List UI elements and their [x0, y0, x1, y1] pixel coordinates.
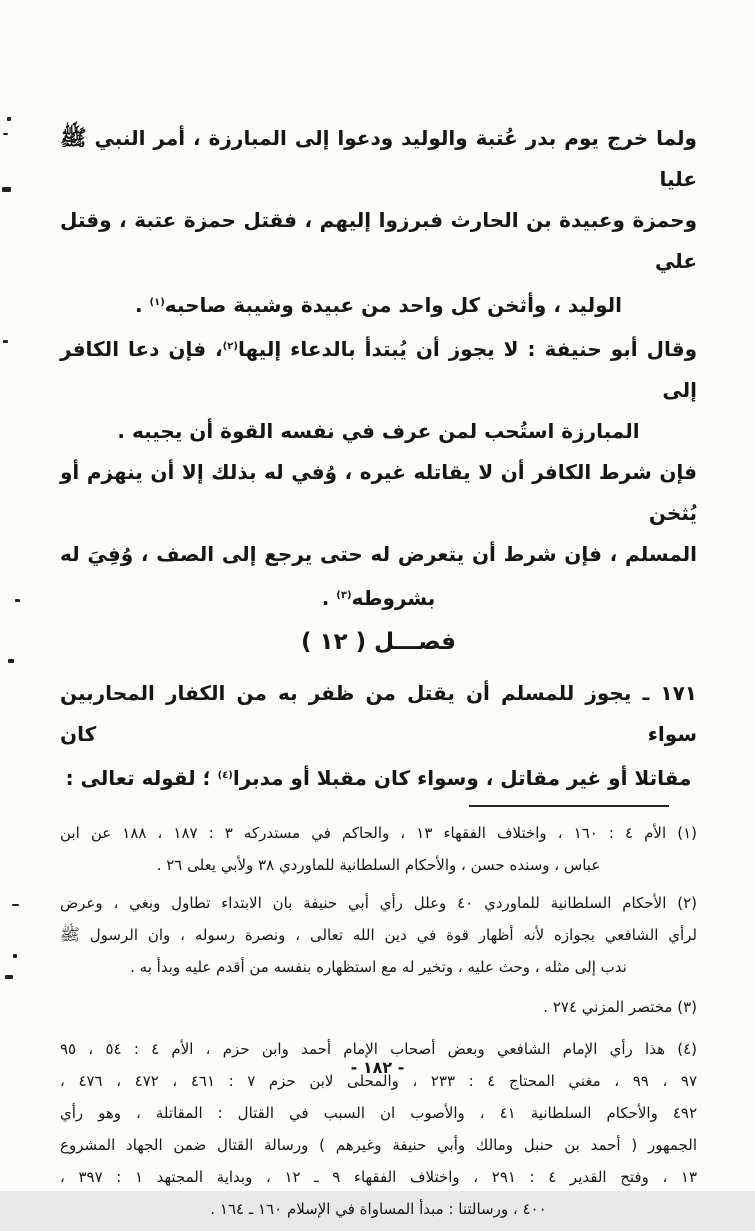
- text-run: المبارزة استُحب لمن عرف في نفسه القوة أن يجيبه .: [117, 419, 640, 443]
- text-run: المسلم ، فإن شرط أن يتعرض له حتى يرجع إلى الصف ، وُفِيَ له: [60, 542, 697, 566]
- text-line: [60, 411, 697, 452]
- paragraph: [60, 118, 697, 326]
- text-run: (٣) مختصر المزني ٢٧٤ .: [543, 998, 697, 1016]
- text-line: [60, 817, 697, 849]
- footnotes: [60, 817, 697, 1225]
- scan-speck: [5, 975, 13, 979]
- text-line: [60, 200, 697, 282]
- footnote-marker: (٢): [222, 341, 238, 352]
- text-line: [60, 1097, 697, 1129]
- scan-speck: [15, 599, 20, 602]
- text-run: بشروطه: [351, 586, 436, 610]
- footnote-marker: (٣): [336, 590, 352, 601]
- text-line: [60, 991, 697, 1023]
- scan-speck: [12, 904, 19, 906]
- scan-speck: [7, 117, 11, 121]
- text-run: ؛ لقوله تعالى :: [65, 766, 218, 790]
- text-line: [60, 919, 697, 951]
- footnote-divider: [469, 805, 669, 807]
- text-run: الوليد ، وأثخن كل واحد من عبيدة وشيبة صاحبه: [164, 293, 623, 317]
- page-number: - ١٨٢ -: [350, 1058, 405, 1077]
- text-line: [60, 534, 697, 575]
- text-run: ٤٩٢ والأحكام السلطانية ٤١ ، والأصوب ان السبب في القتال : المقاتلة ، وهو رأي: [60, 1104, 697, 1122]
- text-line: [60, 673, 697, 755]
- text-line: [60, 118, 697, 200]
- text-line: [60, 1193, 697, 1225]
- text-line: [60, 755, 697, 799]
- footnote-marker: (١): [149, 297, 165, 308]
- text-line: [60, 282, 697, 326]
- text-run: (٢) الأحكام السلطانية للماوردي ٤٠ وعلل رأي أبي حنيفة بان الابتداء تطاول وبغي ، وعرض: [60, 894, 697, 912]
- text-run: .: [134, 293, 150, 317]
- footnote: [60, 887, 697, 983]
- text-line: [60, 326, 697, 411]
- text-run: (٤) هذا رأي الإمام الشافعي وبعض أصحاب الإمام أحمد وابن حزم ، الأم ٤ : ٥٤ ، ٩٥: [60, 1040, 697, 1058]
- paragraph: [60, 452, 697, 619]
- text-run: لرأي الشافعي بجوازه لأنه أظهار قوة في دين الله تعالى ، ونصرة رسوله ، وان الرسول: [79, 926, 697, 944]
- text-run: وحمزة وعبيدة بن الحارث فبرزوا إليهم ، فقتل حمزة عتبة ، وقتل علي: [60, 208, 697, 273]
- honorific-symbol: ﷺ: [60, 126, 87, 151]
- footnote: [60, 991, 697, 1023]
- text-run: ١٣ ، وفتح القدير ٤ : ٢٩١ ، واختلاف الفقهاء ٩ ـ ١٢ ، وبداية المجتهد ١ : ٣٩٧ ،: [60, 1168, 698, 1186]
- paragraph: [60, 326, 697, 452]
- text-run: فإن شرط الكافر أن لا يقاتله غيره ، وُفي له بذلك إلا أن ينهزم أو يُثخن: [60, 460, 697, 525]
- text-line: [60, 1161, 697, 1193]
- text-run: ١٧١ ـ يجوز للمسلم أن يقتل من ظفر به من الكفار المحاربين سواء كان: [60, 681, 697, 746]
- text-line: [60, 951, 697, 983]
- scan-speck: [8, 659, 14, 663]
- text-line: [60, 887, 697, 919]
- text-run: عليا: [659, 167, 697, 191]
- text-run: ولما خرج يوم بدر عُتبة والوليد ودعوا إلى المبارزة ، أمر النبي: [86, 126, 697, 150]
- body-paragraphs: [60, 118, 697, 619]
- text-run: وقال أبو حنيفة : لا يجوز أن يُبتدأ بالدعاء إليها: [237, 337, 697, 361]
- scan-speck: [3, 340, 8, 343]
- text-run: مقاتلا أو غير مقاتل ، وسواء كان مقبلا أو مدبرا: [232, 766, 692, 790]
- text-run: .: [321, 586, 337, 610]
- section-heading: فصـــل ( ١٢ ): [301, 629, 456, 655]
- honorific-symbol: ﷺ: [60, 925, 80, 944]
- text-line: [60, 1129, 697, 1161]
- text-run: ٩٧ ، ٩٩ ، مغني المحتاج ٤ : ٢٣٣ ، والمحلى لابن حزم ٧ : ٤٦١ ، ٤٧٢ ، ٤٧٦ ،: [60, 1072, 698, 1090]
- text-run: عباس ، وسنده حسن ، والأحكام السلطانية للماوردي ٣٨ ولأبي يعلى ٢٦ .: [156, 856, 601, 874]
- text-run: ، فإن دعا الكافر إلى: [60, 337, 697, 402]
- scan-speck: [13, 954, 17, 958]
- text-run: ندب إلى مثله ، وحث عليه ، وتخير له مع استظهاره بنفسه من أقدم عليه وبدأ به .: [130, 958, 627, 976]
- text-line: [60, 452, 697, 534]
- footnote: [60, 817, 697, 881]
- scan-speck: [2, 187, 11, 192]
- text-line: [60, 849, 697, 881]
- text-line: [60, 575, 697, 619]
- item-171-paragraph: [60, 673, 697, 799]
- footnote-marker: (٤): [217, 770, 233, 781]
- text-run: ٤٠٠ ، ورسالتنا : مبدأ المساواة في الإسلام ١٦٠ ـ ١٦٤ .: [210, 1200, 547, 1218]
- text-run: الجمهور ( أحمد بن حنبل ومالك وأبي حنيفة وغيرهم ) ورسالة القتال ضمن الجهاد المشروع: [60, 1136, 697, 1154]
- text-run: (١) الأم ٤ : ١٦٠ ، واختلاف الفقهاء ١٣ ، والحاكم في مستدركه ٣ : ١٨٧ ، ١٨٨ عن ابن: [60, 824, 697, 842]
- scan-speck: [3, 133, 8, 135]
